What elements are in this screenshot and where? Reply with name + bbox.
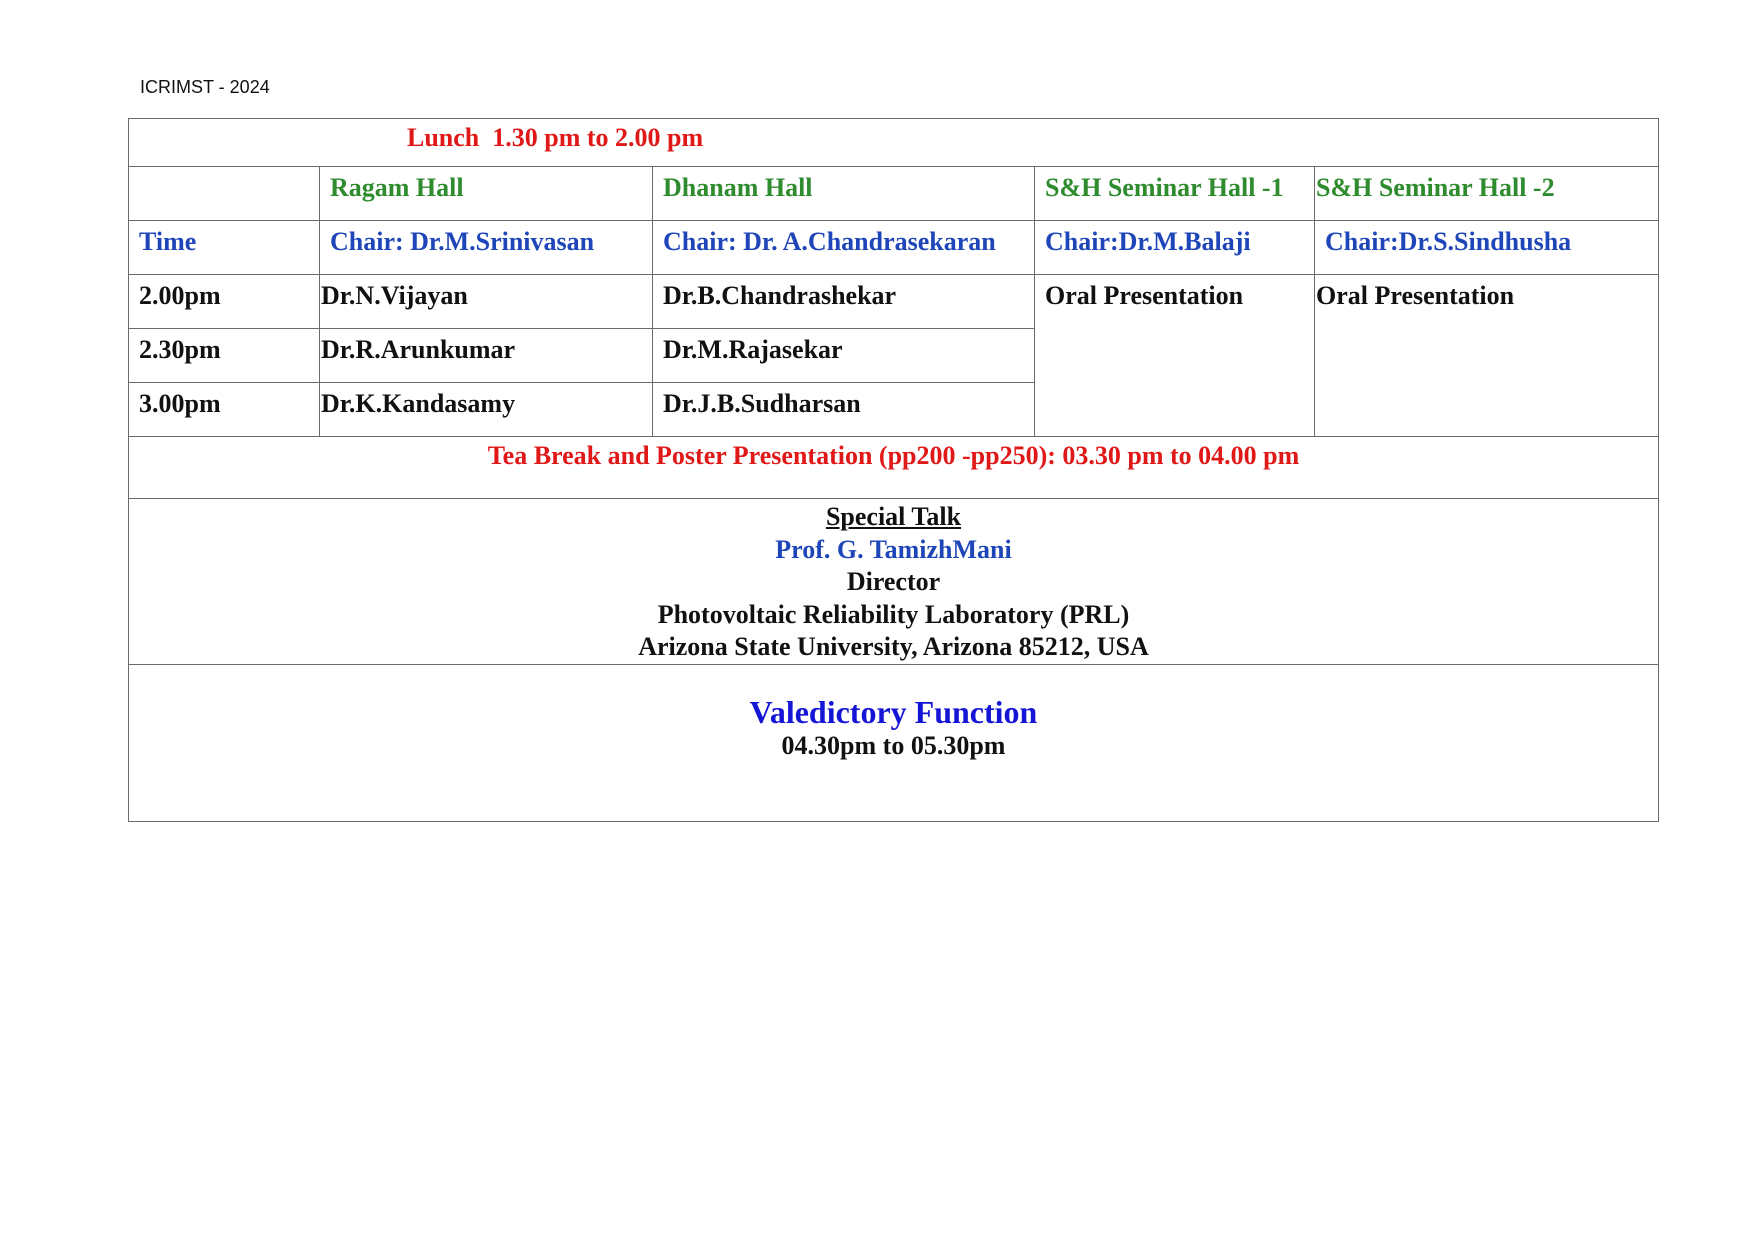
session-row [129, 275, 1659, 329]
hall-dhanam: Dhanam Hall [653, 167, 1035, 221]
special-talk-heading: Special Talk [825, 502, 962, 531]
empty-header-cell [129, 167, 320, 221]
schedule-table [128, 118, 1659, 822]
session-time: 2.00pm [129, 275, 320, 329]
speaker-dhanam: Dr.M.Rajasekar [653, 329, 1035, 383]
hall-header-row [129, 167, 1659, 221]
chair-row [129, 221, 1659, 275]
valedictory-time: 04.30pm to 05.30pm [781, 730, 1006, 760]
tea-break-text: Tea Break and Poster Presentation (pp200 -pp250): 03.30 pm to 04.00 pm [129, 437, 1659, 499]
valedictory-title: Valedictory Function [749, 693, 1038, 730]
oral-presentation-hall-1: Oral Presentation [1035, 275, 1315, 437]
speaker-ragam: Dr.K.Kandasamy [320, 383, 653, 437]
special-talk-cell [129, 499, 1659, 665]
chair-ragam: Chair: Dr.M.Srinivasan [320, 221, 653, 275]
special-talk-speaker: Prof. G. TamizhMani [775, 534, 1012, 564]
special-talk-university: Arizona State University, Arizona 85212, USA [638, 632, 1149, 661]
special-talk-lab: Photovoltaic Reliability Laboratory (PRL) [657, 599, 1130, 629]
special-talk-designation: Director [846, 567, 941, 596]
document-header: ICRIMST - 2024 [140, 77, 270, 97]
speaker-dhanam: Dr.B.Chandrashekar [653, 275, 1035, 329]
hall-sh-seminar-1: S&H Seminar Hall -1 [1035, 167, 1315, 221]
hall-sh-seminar-2: S&H Seminar Hall -2 [1315, 167, 1659, 221]
valedictory-cell [129, 664, 1659, 821]
speaker-ragam: Dr.R.Arunkumar [320, 329, 653, 383]
valedictory-row [129, 664, 1659, 821]
lunch-text: Lunch 1.30 pm to 2.00 pm [407, 123, 704, 152]
session-time: 2.30pm [129, 329, 320, 383]
speaker-dhanam: Dr.J.B.Sudharsan [653, 383, 1035, 437]
hall-ragam: Ragam Hall [320, 167, 653, 221]
lunch-cell [129, 119, 1659, 167]
lunch-row [129, 119, 1659, 167]
chair-dhanam: Chair: Dr. A.Chandrasekaran [653, 221, 1035, 275]
time-column-label: Time [129, 221, 320, 275]
chair-sh-seminar-2: Chair:Dr.S.Sindhusha [1315, 221, 1659, 275]
oral-presentation-hall-2: Oral Presentation [1315, 275, 1659, 437]
speaker-ragam: Dr.N.Vijayan [320, 275, 653, 329]
session-time: 3.00pm [129, 383, 320, 437]
tea-break-row [129, 437, 1659, 499]
special-talk-row [129, 499, 1659, 665]
chair-sh-seminar-1: Chair:Dr.M.Balaji [1035, 221, 1315, 275]
